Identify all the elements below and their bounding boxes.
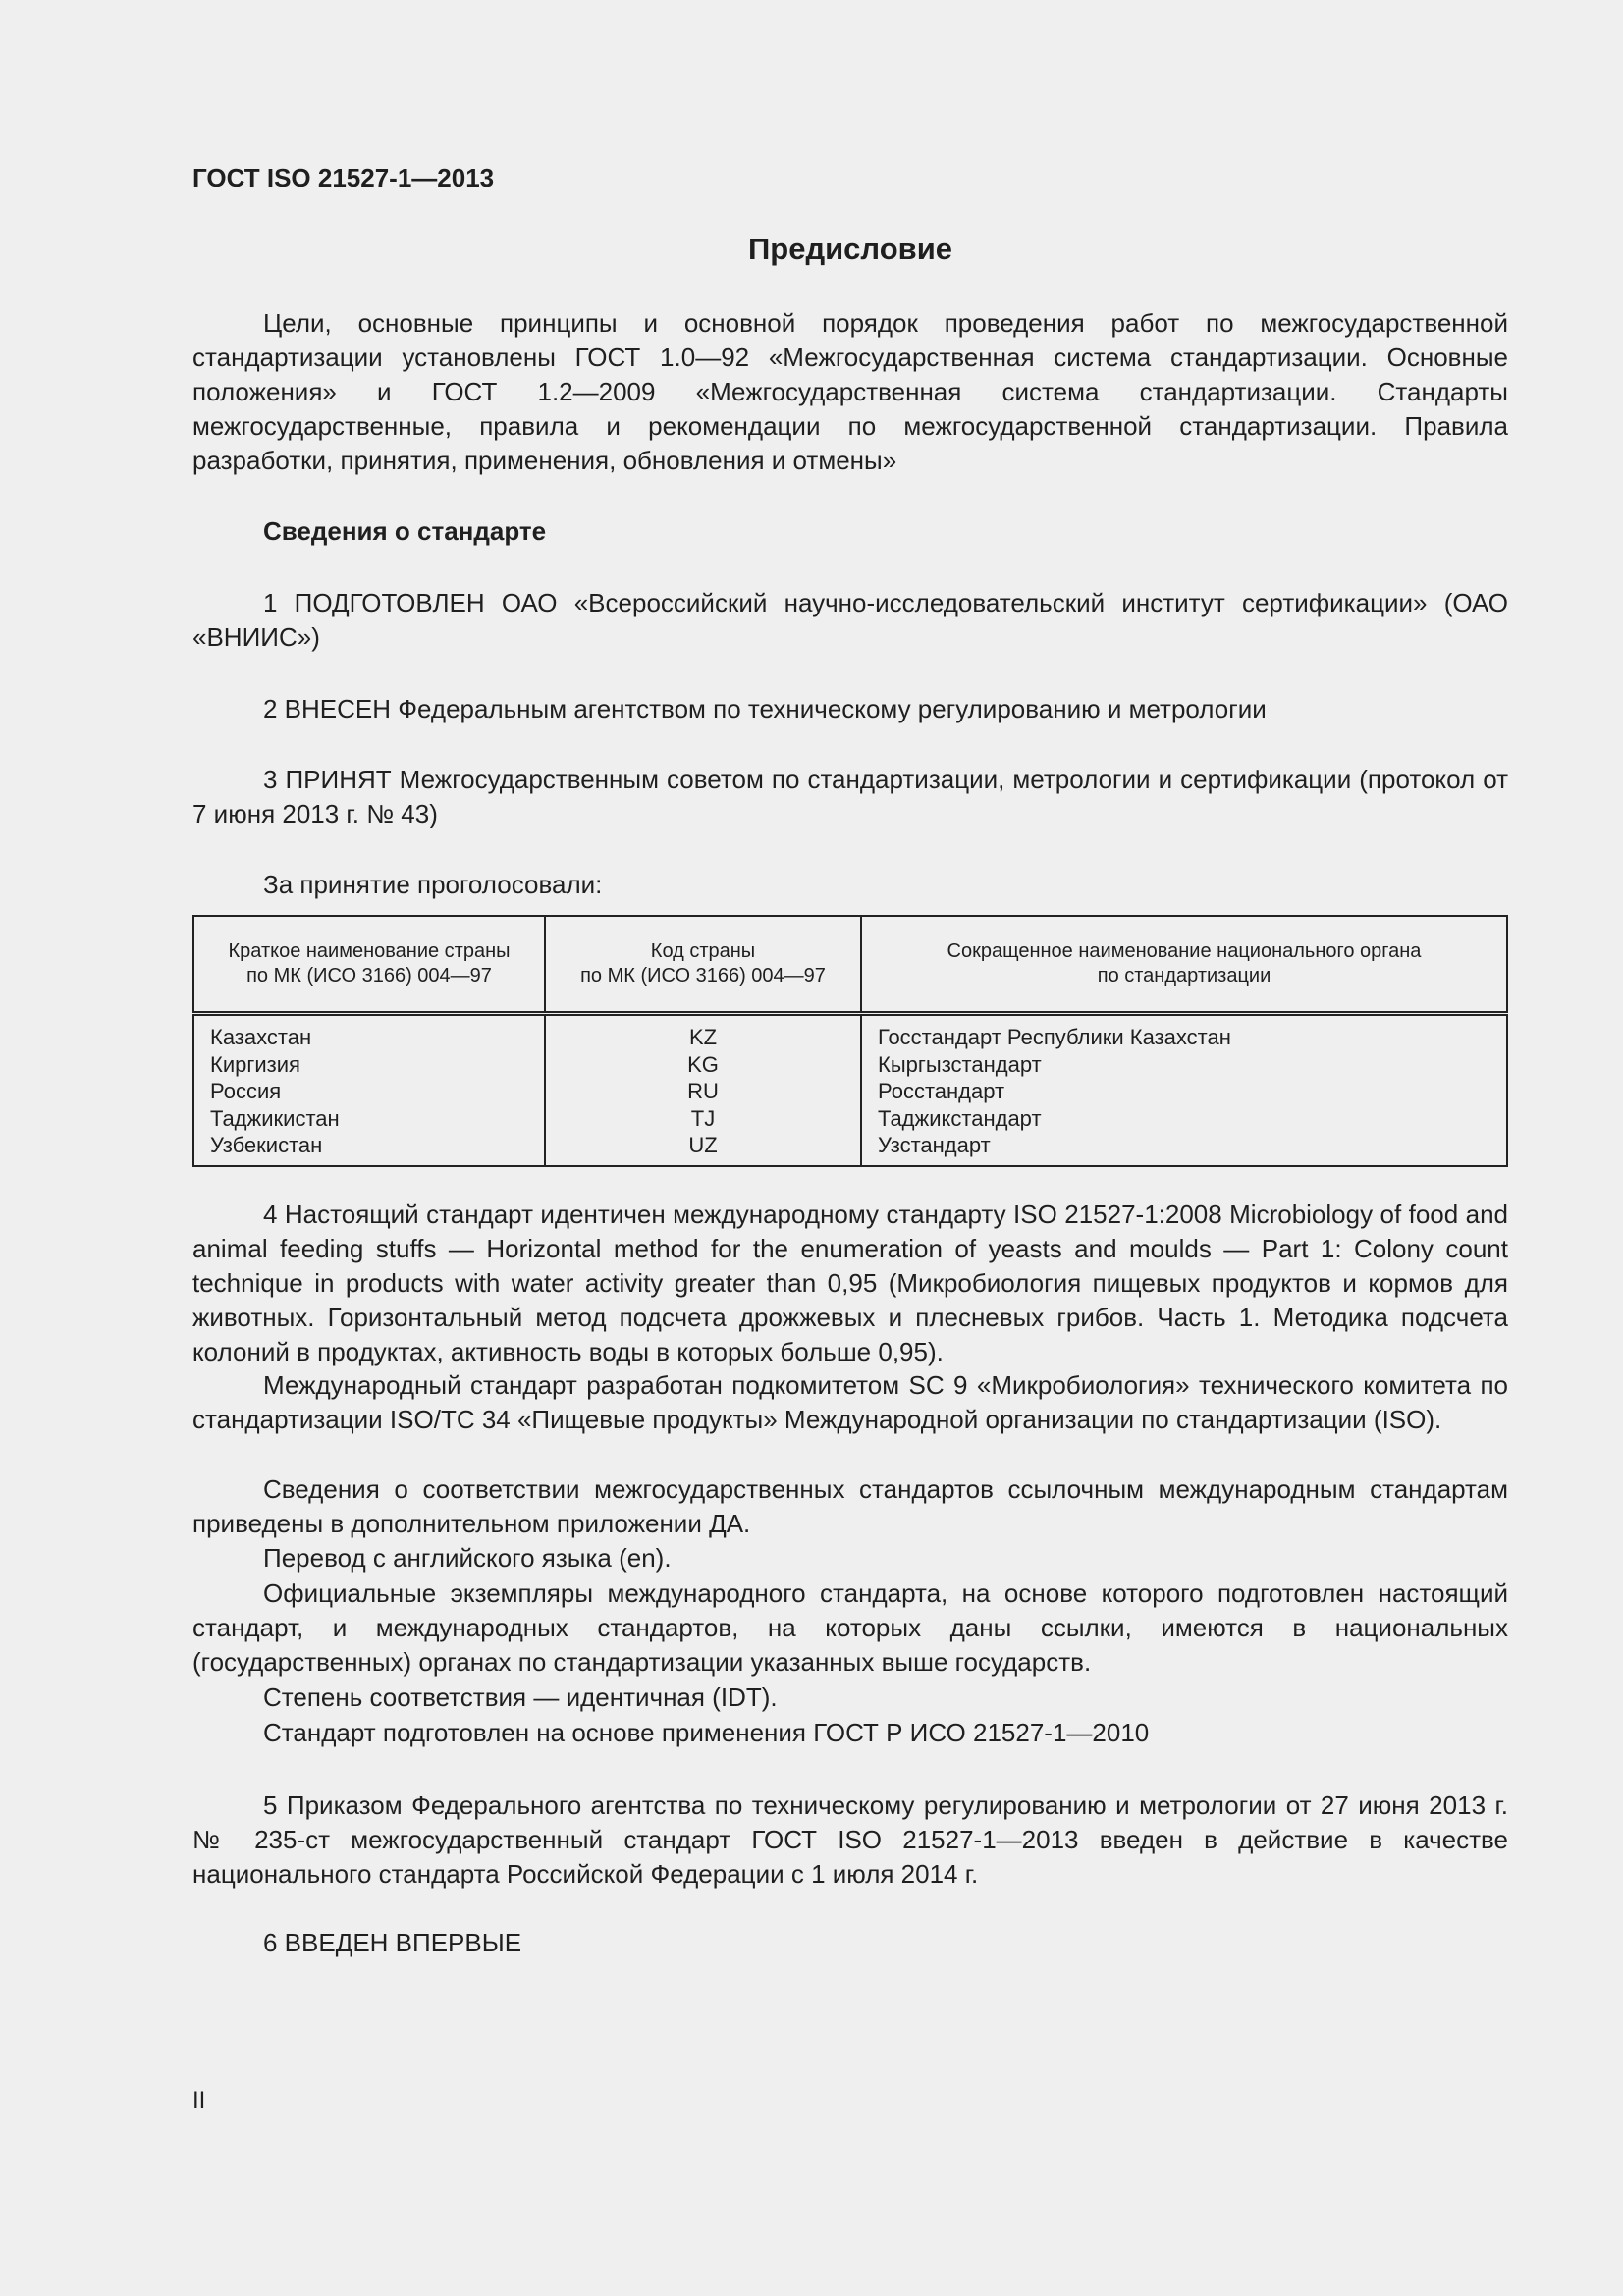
section-title: Предисловие	[747, 232, 952, 266]
country-code: UZ	[688, 1133, 718, 1157]
country-name: Таджикистан	[210, 1105, 340, 1131]
country-name: Казахстан	[210, 1025, 312, 1049]
table-row	[193, 1014, 1507, 1166]
country-name: Узбекистан	[210, 1133, 323, 1157]
item-4-references: Сведения о соответствии межгосударственных стандартов ссылочным международным стандартам приведены в дополнительном приложении ДА.	[192, 1474, 1508, 1538]
country-code: KG	[687, 1051, 719, 1077]
country-name: Россия	[210, 1079, 282, 1103]
country-name: Киргизия	[210, 1051, 300, 1077]
page-number: II	[192, 2087, 206, 2113]
item-4-translation: Перевод с английского языка (en).	[263, 1543, 672, 1573]
standard-info-heading: Сведения о стандарте	[263, 516, 547, 546]
column-header-country: Краткое наименование страны по МК (ИСО 3166) 004—97	[193, 916, 545, 1014]
vote-caption: За принятие проголосовали:	[263, 870, 603, 899]
standard-body: Росстандарт	[878, 1079, 1005, 1103]
voting-countries-table	[192, 915, 1508, 1167]
item-1-paragraph: 1 ПОДГОТОВЛЕН ОАО «Всероссийский научно-исследовательский институт сертификации» (ОАО «ВНИИС»)	[192, 588, 1508, 652]
item-5-paragraph: 5 Приказом Федерального агентства по техническому регулированию и метрологии от 27 июня 2013 г. № 235-ст межгосударственный стандарт ГОСТ ISO 21527-1—2013 введен в действие в качестве национального стандарта Российской Федерации с 1 июля 2014 г.	[192, 1790, 1508, 1889]
item-3-paragraph: 3 ПРИНЯТ Межгосударственным советом по стандартизации, метрологии и сертификации (протокол от 7 июня 2013 г. № 43)	[192, 765, 1508, 828]
item-4-basis: Стандарт подготовлен на основе применения ГОСТ Р ИСО 21527-1—2010	[263, 1718, 1150, 1747]
country-codes-cell	[545, 1014, 861, 1166]
country-code: TJ	[690, 1105, 716, 1131]
table-header-row	[193, 916, 1507, 1014]
item-4-official-copies: Официальные экземпляры международного стандарта, на основе которого подготовлен настоящий стандарт, и международных стандартов, на которых даны ссылки, имеются в национальных (государственных) органах по стандартизации указанных выше государств.	[192, 1578, 1508, 1677]
item-6-paragraph: 6 ВВЕДЕН ВПЕРВЫЕ	[263, 1928, 522, 1957]
standard-body: Узстандарт	[878, 1133, 991, 1157]
standard-body: Госстандарт Республики Казахстан	[878, 1025, 1231, 1049]
country-code: KZ	[688, 1025, 718, 1049]
country-code: RU	[687, 1079, 719, 1103]
country-names-cell	[193, 1014, 545, 1166]
item-4-iso-committee: Международный стандарт разработан подкомитетом SC 9 «Микробиология» технического комитета по стандартизации ISO/TC 34 «Пищевые продукты» Международной организации по стандартизации (ISO).	[192, 1370, 1508, 1434]
item-4-paragraph: 4 Настоящий стандарт идентичен международному стандарту ISO 21527-1:2008 Microbiology of food and animal feeding stuffs — Horizontal method for the enumeration of yeasts and moulds — Part 1: Colony count technique in products with water activity greater than 0,95 (Микробиология пищевых продуктов и кормов для животных. Горизонтальный метод подсчета дрожжевых и плесневых грибов. Часть 1. Методика подсчета колоний в продуктах, активность воды в которых больше 0,95).	[192, 1200, 1508, 1366]
intro-paragraph: Цели, основные принципы и основной порядок проведения работ по межгосударственной стандартизации установлены ГОСТ 1.0—92 «Межгосударственная система стандартизации. Основные положения» и ГОСТ 1.2—2009 «Межгосударственная система стандартизации. Стандарты межгосударственные, правила и рекомендации по межгосударственной стандартизации. Правила разработки, принятия, применения, обновления и отмены»	[192, 308, 1508, 475]
standard-body: Таджикстандарт	[878, 1105, 1042, 1131]
standard-body: Кыргызстандарт	[878, 1051, 1042, 1077]
item-2-paragraph: 2 ВНЕСЕН Федеральным агентством по техническому регулированию и метрологии	[263, 694, 1267, 723]
column-header-body: Сокращенное наименование национального органа по стандартизации	[861, 916, 1507, 1014]
column-header-code: Код страны по МК (ИСО 3166) 004—97	[545, 916, 861, 1014]
standard-bodies-cell	[861, 1014, 1507, 1166]
item-4-conformity: Степень соответствия — идентичная (IDT).	[263, 1682, 778, 1712]
document-code-header: ГОСТ ISO 21527-1—2013	[192, 163, 495, 192]
